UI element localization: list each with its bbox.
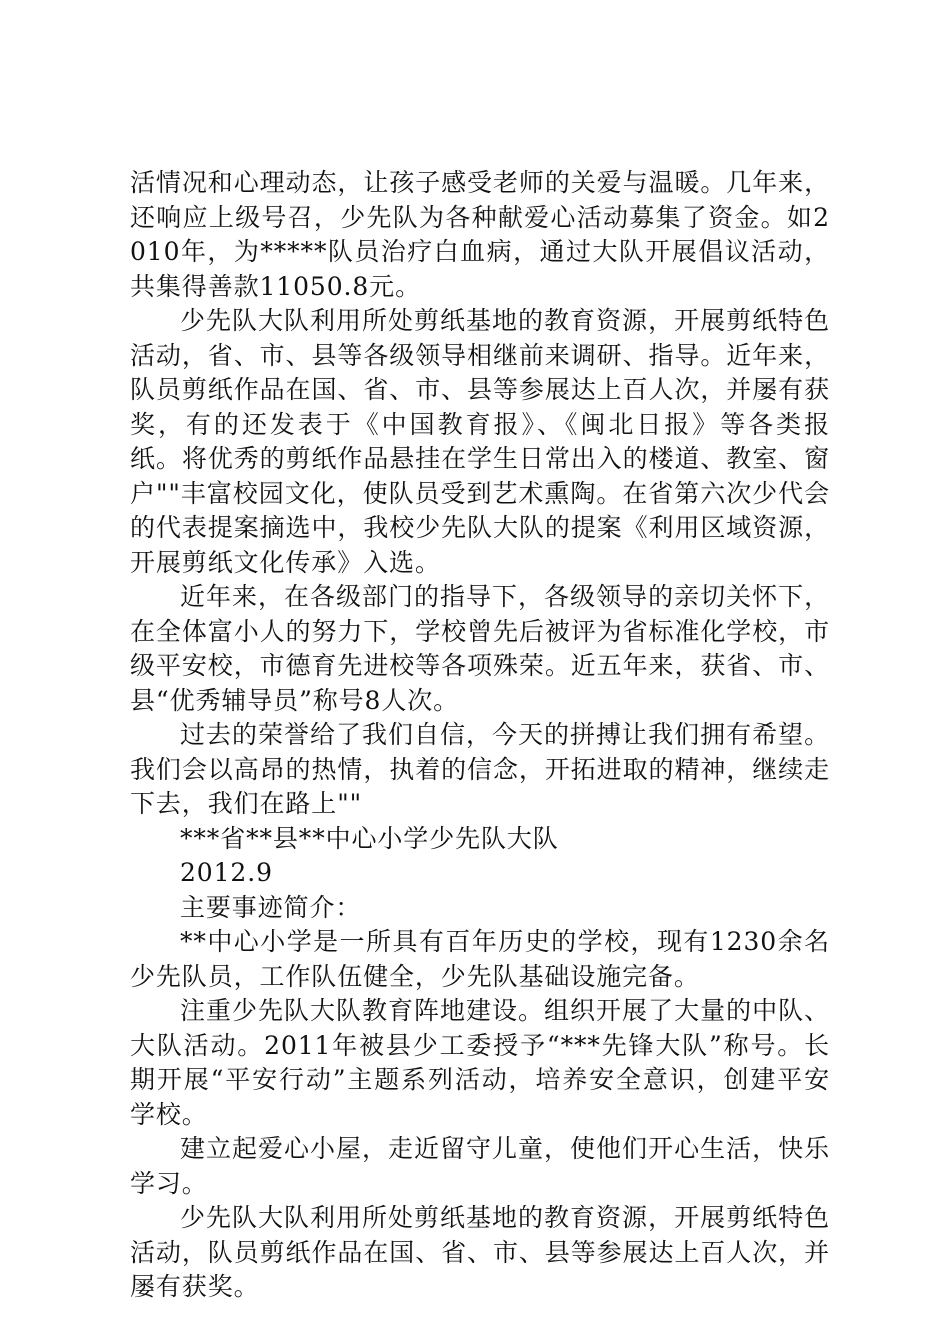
paragraph-honors: 近年来，在各级部门的指导下，各级领导的亲切关怀下，在全体富小人的努力下，学校曾先后被评为省标准化学校，市级平安校，市德育先进校等各项殊荣。近五年来，获省、市、县“优秀辅导员”称号8人次。: [130, 582, 830, 715]
paragraph-closing: 过去的荣誉给了我们自信，今天的拼搏让我们拥有希望。我们会以高昂的热情，执着的信念，开拓进取的精神，继续走下去，我们在路上"": [130, 720, 830, 818]
summary-love-house: 建立起爱心小屋，走近留守儿童，使他们开心生活，快乐学习。: [130, 1134, 830, 1198]
document-body: [130, 166, 830, 1305]
signature-organization: ***省**县**中心小学少先队大队: [180, 823, 559, 853]
summary-heading: 主要事迹简介：: [180, 892, 362, 922]
summary-position-building: 注重少先队大队教育阵地建设。组织开展了大量的中队、大队活动。2011年被县少工委授予“***先锋大队”称号。长期开展“平安行动”主题系列活动，培养安全意识，创建平安学校。: [130, 996, 830, 1129]
summary-school-intro: **中心小学是一所具有百年历史的学校，现有1230余名少先队员，工作队伍健全，少先队基础设施完备。: [130, 927, 830, 991]
summary-papercut: 少先队大队利用所处剪纸基地的教育资源，开展剪纸特色活动，队员剪纸作品在国、省、市、县等参展达上百人次，并屡有获奖。: [130, 1203, 830, 1301]
paragraph-papercut-activity: 少先队大队利用所处剪纸基地的教育资源，开展剪纸特色活动，省、市、县等各级领导相继前来调研、指导。近年来，队员剪纸作品在国、省、市、县等参展达上百人次，并屡有获奖，有的还发表于《中国教育报》、《闽北日报》等各类报纸。将优秀的剪纸作品悬挂在学生日常出入的楼道、教室、窗户""丰富校园文化，使队员受到艺术熏陶。在省第六次少代会的代表提案摘选中，我校少先队大队的提案《利用区域资源，开展剪纸文化传承》入选。: [130, 306, 830, 577]
paragraph-fundraising: 活情况和心理动态，让孩子感受老师的关爱与温暖。几年来，还响应上级号召，少先队为各种献爱心活动募集了资金。如2010年，为*****队员治疗白血病，通过大队开展倡议活动，共集得善款11050.8元。: [130, 168, 830, 301]
signature-date: 2012.9: [180, 858, 273, 887]
